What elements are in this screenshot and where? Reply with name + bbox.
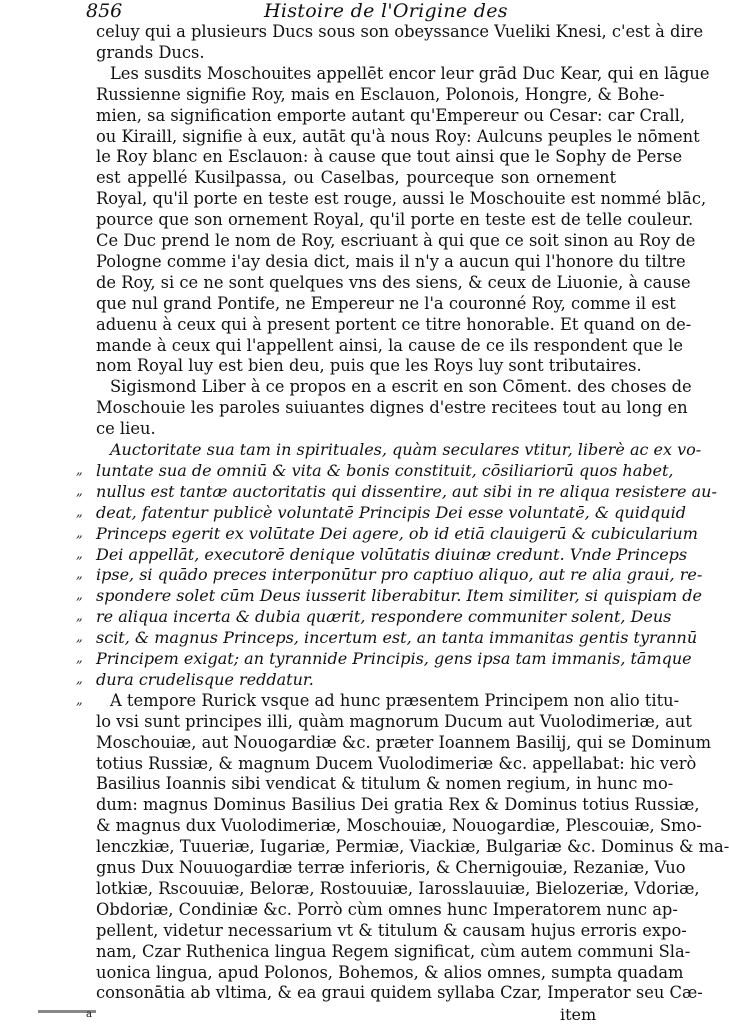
text-line: lo vsi sunt principes illi, quàm magnorum Ducum aut Vuolodimeriæ, aut bbox=[96, 711, 692, 731]
text-line: Russienne signifie Roy, mais en Esclauon, Polonois, Hongre, & Bohe- bbox=[96, 84, 665, 104]
text-line: Sigismond Liber à ce propos en a escrit en son Cōment. des choses de bbox=[110, 377, 692, 397]
margin-quote-mark: „ bbox=[76, 588, 83, 604]
margin-quote-mark: „ bbox=[76, 546, 83, 562]
text-line: Principem exigat; an tyrannide Principis, gens ipsa tam immanis, tāmque bbox=[96, 649, 692, 668]
text-line: mien, sa signification emporte autant qu'Empereur ou Cesar: car Crall, bbox=[96, 105, 686, 125]
text-line: nam, Czar Ruthenica lingua Regem significat, cùm autem communi Sla- bbox=[96, 941, 691, 961]
page-header bbox=[0, 0, 728, 24]
text-line: Auctoritate sua tam in spirituales, quàm seculares vtitur, liberè ac ex vo- bbox=[110, 440, 702, 459]
text-line: Princeps egerit ex volūtate Dei agere, ob id etiā clauigerū & cubicularium bbox=[96, 523, 698, 543]
text-line: Dei appellāt, executorē denique volūtatis diuinæ credunt. Vnde Princeps bbox=[96, 544, 688, 564]
text-line: mande à ceux qui l'appellent ainsi, la cause de ce ils respondent que le bbox=[96, 335, 684, 355]
text-line: Les susdits Moschouites appellēt encor leur grād Duc Kear, qui en lāgue bbox=[110, 63, 710, 83]
running-title: Histoire de l'Origine des bbox=[264, 0, 508, 22]
text-line: Moschouie les paroles suiuantes dignes d'estre recitees tout au long en bbox=[96, 398, 688, 418]
text-line: ce lieu. bbox=[96, 419, 156, 439]
margin-quote-mark: „ bbox=[76, 504, 83, 520]
text-line: Pologne comme i'ay desia dict, mais il n'y a aucun qui l'honore du tiltre bbox=[96, 251, 686, 271]
text-line: grands Ducs. bbox=[96, 42, 205, 62]
text-line: pellent, videtur necessarium vt & titulum & causam hujus erroris expo- bbox=[96, 920, 687, 940]
catchword: item bbox=[560, 1005, 597, 1025]
text-line: celuy qui a plusieurs Ducs sous son obeyssance Vueliki Knesi, c'est à dire bbox=[96, 22, 704, 41]
margin-quote-mark: „ bbox=[76, 462, 83, 478]
margin-quote-mark: „ bbox=[76, 525, 83, 541]
text-line: deat, fatentur publicè voluntatē Principis Dei esse voluntatē, & quidquid bbox=[96, 502, 686, 522]
margin-quote-mark: „ bbox=[76, 671, 83, 687]
text-line: & magnus dux Vuolodimeriæ, Moschouiæ, Nouogardiæ, Plescouiæ, Smo- bbox=[96, 816, 702, 836]
text-line: Ce Duc prend le nom de Roy, escriuant à qui que ce soit sinon au Roy de bbox=[96, 231, 696, 250]
margin-quote-mark: „ bbox=[76, 609, 83, 625]
margin-quote-mark: „ bbox=[76, 567, 83, 583]
text-line: de Roy, si ce ne sont quelques vns des siens, & ceux de Liuonie, à cause bbox=[96, 272, 691, 292]
margin-quote-mark: „ bbox=[76, 692, 83, 708]
text-line: est appellé Kusilpassa, ou Caselbas, pourceque son ornement bbox=[96, 168, 616, 188]
text-line: consonātia ab vltima, & ea graui quidem syllaba Czar, Imperator seu Cæ- bbox=[96, 983, 703, 1003]
text-line: lenczkiæ, Tuueriæ, Iugariæ, Permiæ, Viackiæ, Bulgariæ &c. Dominus & ma- bbox=[96, 837, 729, 857]
page-number: 856 bbox=[86, 0, 123, 22]
text-line: scit, & magnus Princeps, incertum est, an tanta immanitas gentis tyrannū bbox=[96, 628, 698, 648]
text-line: gnus Dux Nouuogardiæ terræ inferioris, & Chernigouiæ, Rezaniæ, Vuo bbox=[96, 858, 686, 877]
text-line: A tempore Rurick vsque ad hunc præsentem Principem non alio titu- bbox=[110, 690, 680, 710]
text-line: nullus est tantæ auctoritatis qui dissentire, aut sibi in re aliqua resistere au- bbox=[96, 481, 717, 501]
text-line: totius Russiæ, & magnum Ducem Vuolodimeriæ &c. appellabat: hic verò bbox=[96, 753, 697, 773]
margin-quote-mark: „ bbox=[76, 651, 83, 666]
text-line: luntate sua de omniū & vita & bonis constituit, cōsiliariorū quos habet, bbox=[96, 460, 674, 480]
text-line: aduenu à ceux qui à present portent ce titre honorable. Et quand on de- bbox=[96, 314, 692, 334]
text-line: lotkiæ, Rscouuiæ, Beloræ, Rostouuiæ, Iarosslauuiæ, Bielozeriæ, Vdoriæ, bbox=[96, 878, 700, 898]
text-line: uonica lingua, apud Polonos, Bohemos, & alios omnes, sumpta quadam bbox=[96, 962, 684, 982]
text-line: pource que son ornement Royal, qu'il porte en teste est de telle couleur. bbox=[96, 210, 694, 230]
text-line: nom Royal luy est bien deu, puis que les Roys luy sont tributaires. bbox=[96, 356, 642, 376]
text-line: le Roy blanc en Esclauon: à cause que tout ainsi que le Sophy de Perse bbox=[96, 147, 683, 167]
margin-quote-mark: „ bbox=[76, 630, 83, 646]
footer-mark: a bbox=[86, 1009, 92, 1021]
text-line: dum: magnus Dominus Basilius Dei gratia Rex & Dominus totius Russiæ, bbox=[96, 795, 700, 815]
text-line: Royal, qu'il porte en teste est rouge, aussi le Moschouite est nommé blāc, bbox=[96, 189, 707, 209]
text-line: spondere solet cūm Deus iusserit liberabitur. Item similiter, si quispiam de bbox=[96, 586, 702, 606]
text-line: dura crudelisque reddatur. bbox=[96, 669, 314, 689]
text-line: ou Kiraill, signifie à eux, autāt qu'à nous Roy: Aulcuns peuples le nōment bbox=[96, 126, 700, 146]
text-line: ipse, si quādo preces interponūtur pro captiuo aliquo, aut re alia graui, re- bbox=[96, 565, 703, 585]
text-line: Obdoriæ, Condiniæ &c. Porrò cùm omnes hunc Imperatorem nunc ap- bbox=[96, 899, 678, 919]
text-line: Moschouiæ, aut Nouogardiæ &c. præter Ioannem Basilij, qui se Dominum bbox=[96, 732, 712, 752]
text-line: Basilius Ioannis sibi vendicat & titulum & nomen regium, in hunc mo- bbox=[96, 774, 674, 794]
text-line: que nul grand Pontife, ne Empereur ne l'a couronné Roy, comme il est bbox=[96, 293, 676, 313]
margin-quote-mark: „ bbox=[76, 483, 83, 499]
text-line: re aliqua incerta & dubia quærit, respondere communiter solent, Deus bbox=[96, 607, 672, 627]
